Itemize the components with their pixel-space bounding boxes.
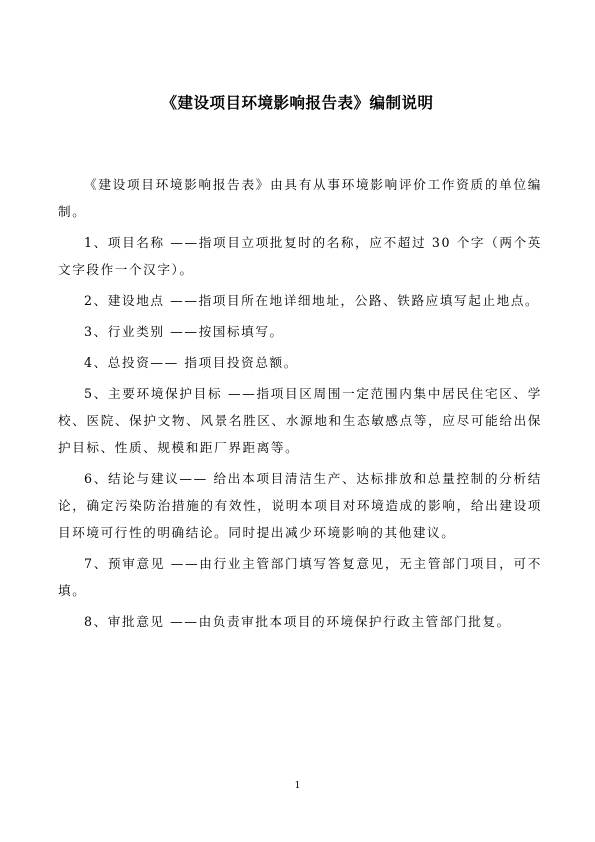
item-5-protection-targets: 5、主要环境保护目标 ——指项目区周围一定范围内集中居民住宅区、学校、医院、保护文物、风景名胜区、水源地和生态敏感点等，应尽可能给出保护目标、性质、规模和距厂界距离等。 <box>58 386 542 455</box>
item-6-conclusions: 6、结论与建议—— 给出本项目清洁生产、达标排放和总量控制的分析结论，确定污染防治措施的有效性，说明本项目对环境造成的影响，给出建设项目环境可行性的明确结论。同时提出减少环境影响的其他建议。 <box>58 471 542 540</box>
item-2-location: 2、建设地点 ——指项目所在地详细地址，公路、铁路应填写起止地点。 <box>84 293 540 308</box>
page-number: 1 <box>294 781 301 791</box>
item-4-investment: 4、总投资—— 指项目投资总额。 <box>84 355 298 370</box>
item-8-approval: 8、审批意见 ——由负责审批本项目的环境保护行政主管部门批复。 <box>84 614 511 629</box>
document-body <box>58 171 542 635</box>
item-1-project-name: 1、项目名称 ——指项目立项批复时的名称，应不超过 30 个字（两个英文字段作一个汉字）。 <box>58 235 542 277</box>
document-title: 《建设项目环境影响报告表》编制说明 <box>161 93 434 112</box>
item-3-industry: 3、行业类别 ——按国标填写。 <box>84 324 284 339</box>
item-7-preliminary-review: 7、预审意见 ——由行业主管部门填写答复意见，无主管部门项目，可不填。 <box>58 556 542 598</box>
intro-paragraph: 《建设项目环境影响报告表》由具有从事环境影响评价工作资质的单位编制。 <box>58 177 542 219</box>
